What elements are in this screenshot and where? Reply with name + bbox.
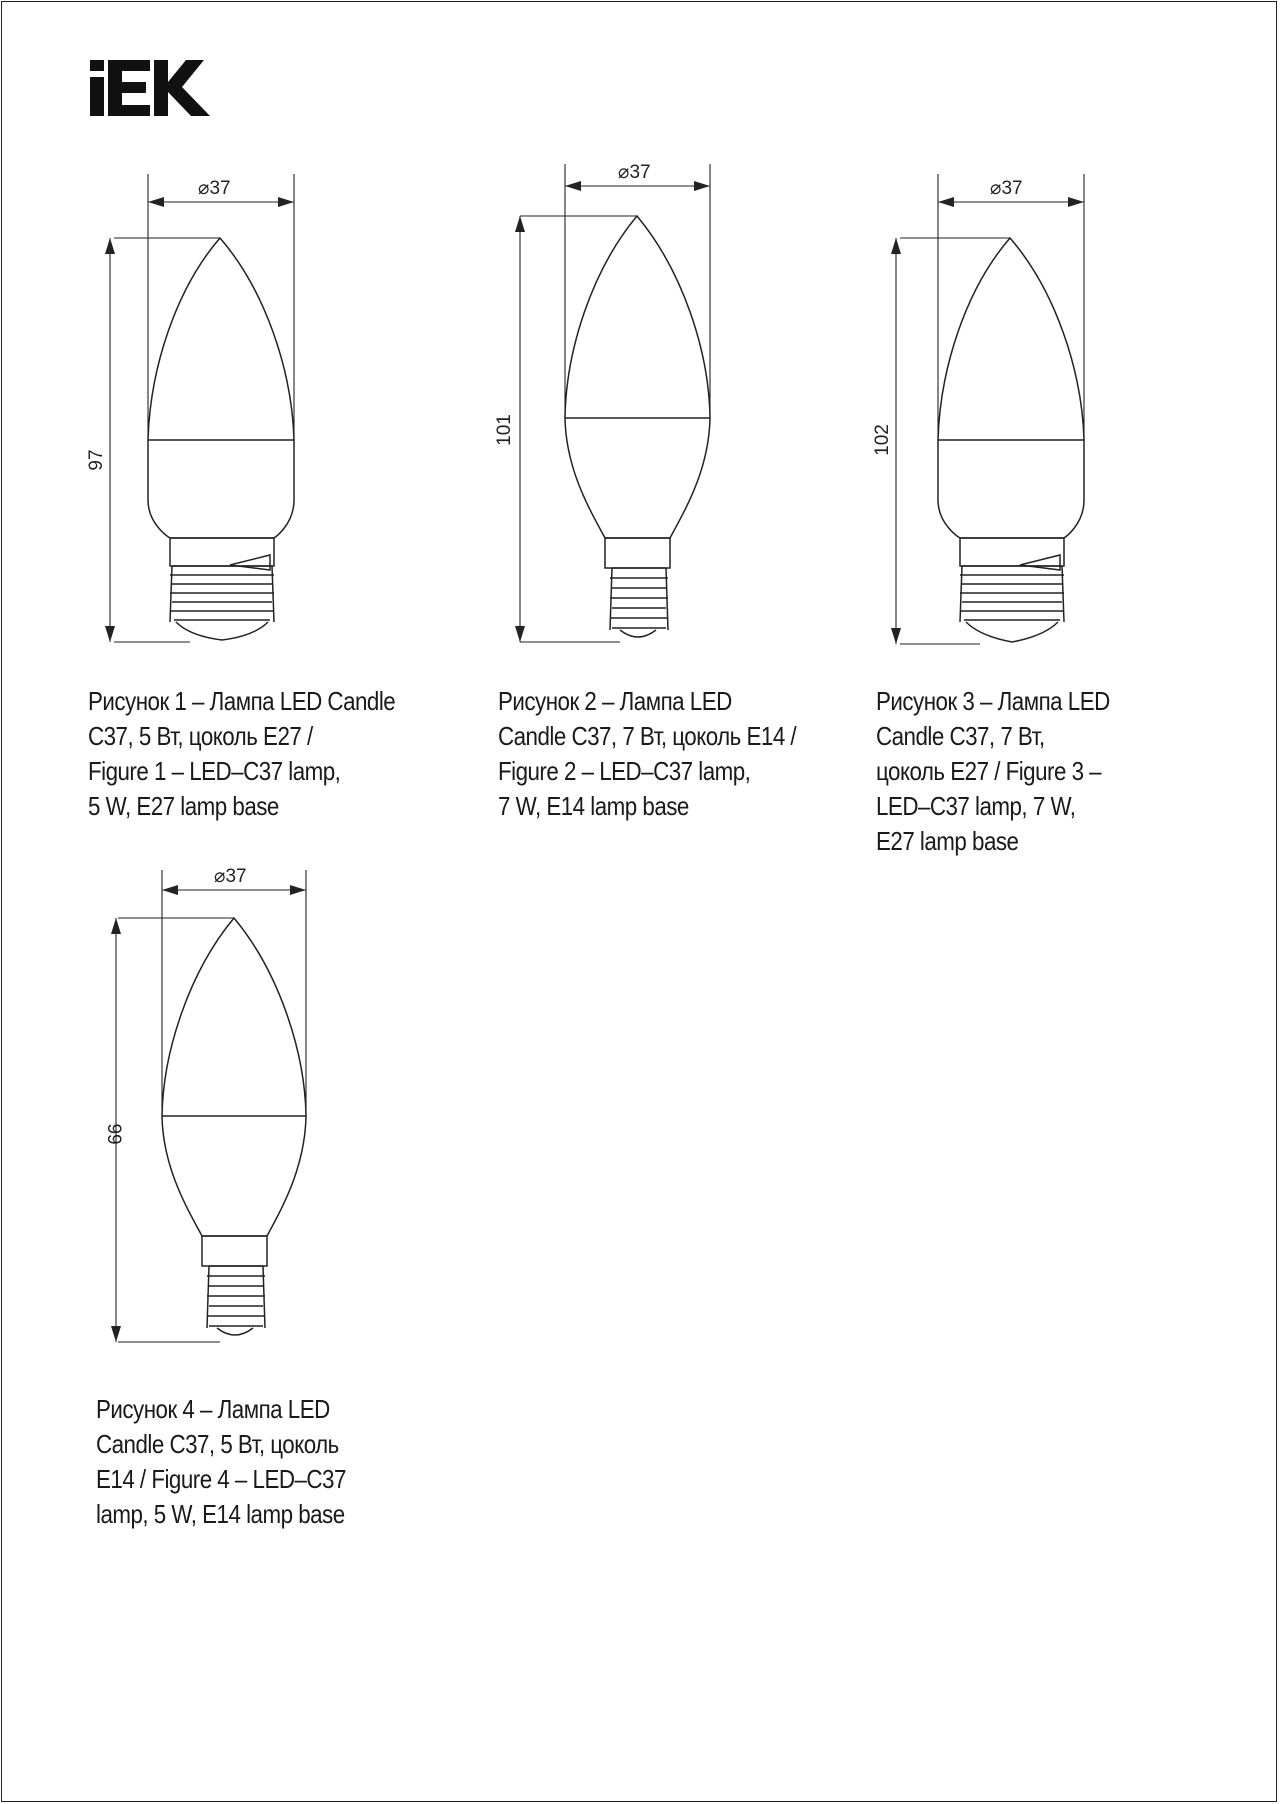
figure-4-height: 99 [103, 1123, 124, 1145]
caption-line: Figure 1 – LED–C37 lamp, [88, 756, 341, 786]
figure-3-diameter: ⌀37 [990, 178, 1023, 199]
figure-2-caption [498, 684, 859, 824]
caption-line: Рисунок 2 – Лампа LED [498, 686, 732, 716]
figure-2-diameter: ⌀37 [618, 162, 651, 183]
caption-line: Candle С37, 7 Вт, цоколь Е14 / [498, 721, 797, 751]
figure-1-caption [88, 684, 449, 824]
figure-3-drawing [860, 170, 1100, 650]
caption-line: 7 W, E14 lamp base [498, 791, 689, 821]
caption-line: Candle С37, 7 Вт, [876, 721, 1045, 751]
caption-line: Рисунок 1 – Лампа LED Candle [88, 686, 396, 716]
caption-line: lamp, 5 W, E14 lamp base [96, 1499, 345, 1529]
iek-logo [90, 60, 212, 116]
figure-4-diameter: ⌀37 [214, 866, 247, 887]
figure-4-drawing [90, 866, 330, 1356]
figure-1-drawing [80, 170, 320, 650]
caption-line: 5 W, E27 lamp base [88, 791, 279, 821]
caption-line: Рисунок 4 – Лампа LED [96, 1394, 330, 1424]
figure-2-height: 101 [494, 414, 515, 446]
figure-2-drawing [480, 160, 720, 650]
figure-4-caption [96, 1392, 440, 1532]
figure-3-caption [876, 684, 1220, 859]
caption-line: LED–C37 lamp, 7 W, [876, 791, 1076, 821]
caption-line: Рисунок 3 – Лампа LED [876, 686, 1110, 716]
figure-3-height: 102 [872, 424, 893, 456]
caption-line: Figure 2 – LED–C37 lamp, [498, 756, 751, 786]
caption-line: E14 / Figure 4 – LED–C37 [96, 1464, 346, 1494]
figure-1-height: 97 [86, 449, 107, 471]
figure-1-diameter: ⌀37 [198, 178, 231, 199]
caption-line: Candle С37, 5 Вт, цоколь [96, 1429, 339, 1459]
caption-line: E27 lamp base [876, 826, 1019, 856]
caption-line: цоколь Е27 / Figure 3 – [876, 756, 1102, 786]
caption-line: С37, 5 Вт, цоколь Е27 / [88, 721, 313, 751]
